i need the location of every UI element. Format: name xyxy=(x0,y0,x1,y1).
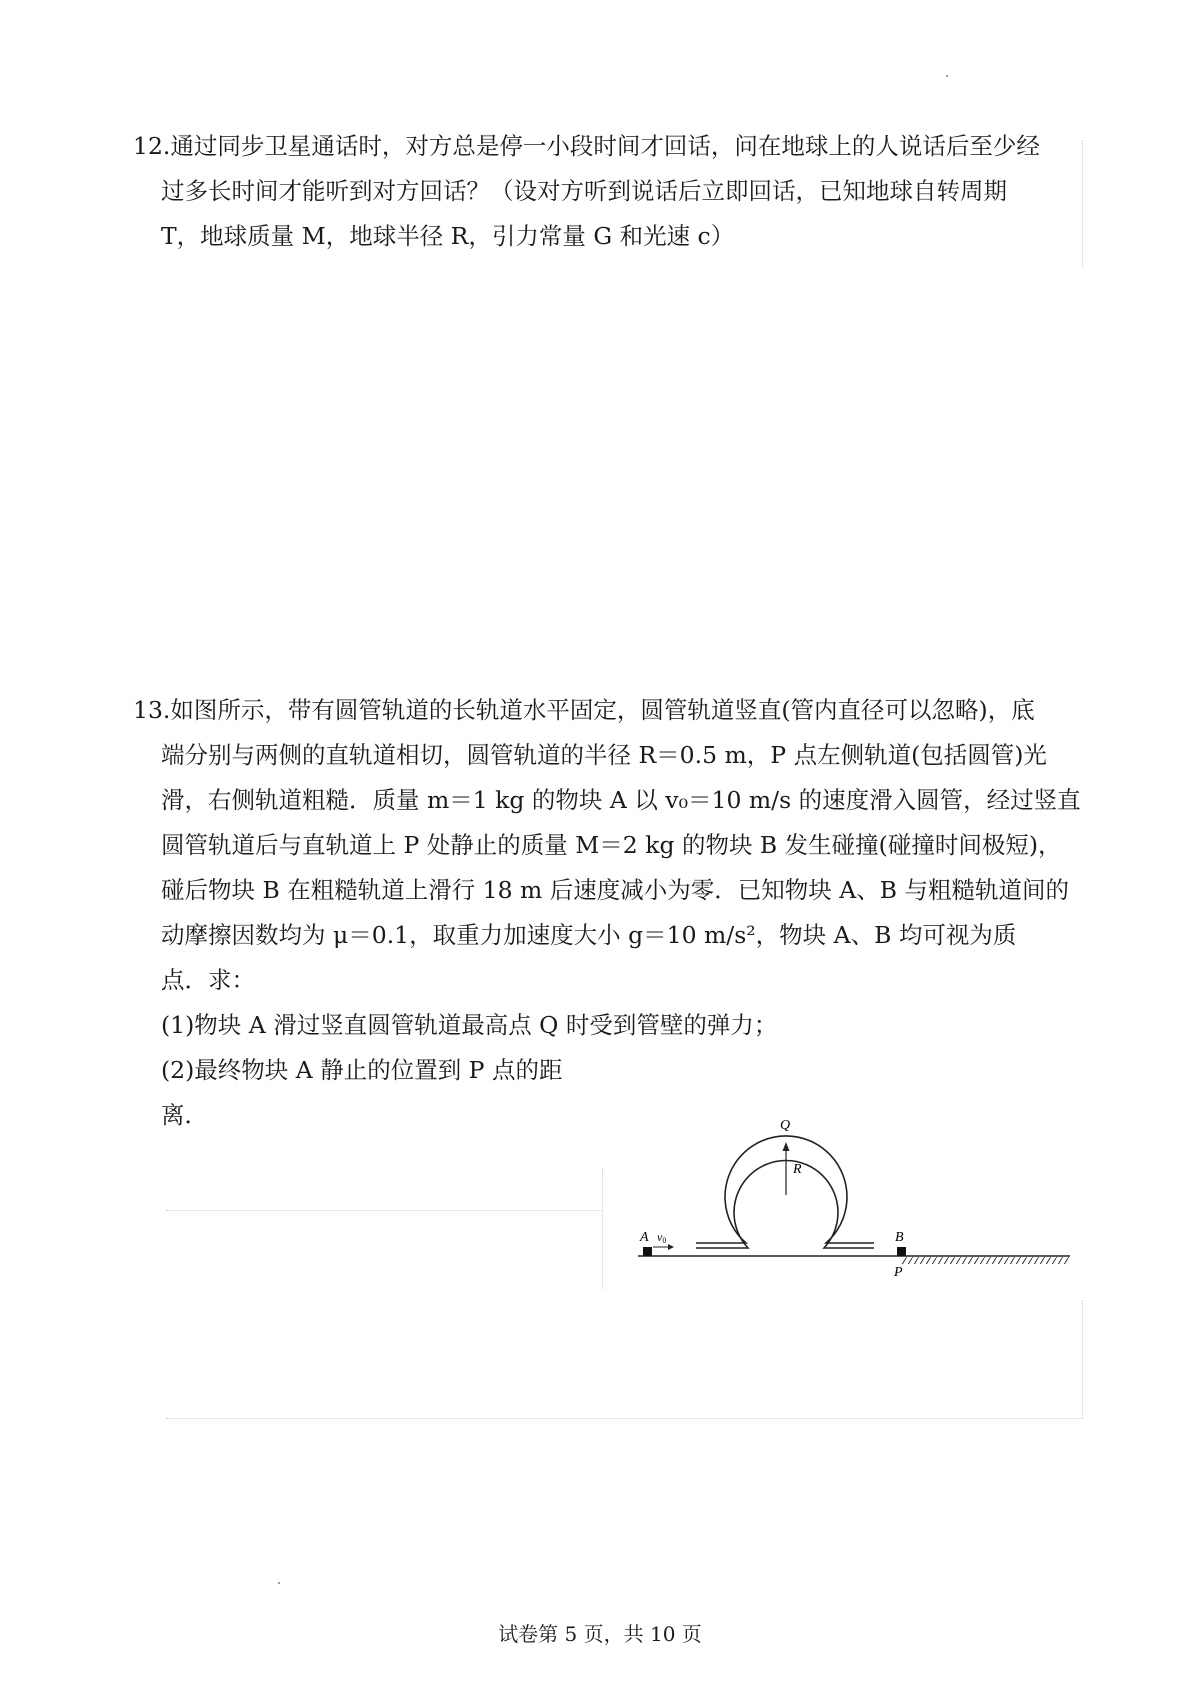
rough-surface-hatching xyxy=(901,1257,1070,1264)
radius-arrowhead xyxy=(783,1142,790,1151)
answer-guide-line xyxy=(602,1168,603,1290)
tube-track-figure xyxy=(630,1108,1080,1288)
answer-guide-line xyxy=(166,1210,602,1211)
question-13-line-2: 端分别与两侧的直轨道相切，圆管轨道的半径 R＝0.5 m，P 点左侧轨道(包括圆管)光 xyxy=(161,741,1047,769)
label-b: B xyxy=(895,1230,904,1245)
question-12-line-1: 12.通过同步卫星通话时，对方总是停一小段时间才回话，问在地球上的人说话后至少经 xyxy=(133,132,1040,160)
block-b xyxy=(897,1247,906,1256)
question-12-line-2: 过多长时间才能听到对方回话？（设对方听到说话后立即回话，已知地球自转周期 xyxy=(161,177,1007,205)
scan-speck xyxy=(278,1582,280,1584)
label-p: P xyxy=(894,1265,903,1280)
question-13-part-1: (1)物块 A 滑过竖直圆管轨道最高点 Q 时受到管壁的弹力； xyxy=(161,1011,778,1039)
block-a xyxy=(643,1247,652,1256)
label-v0: v0 xyxy=(657,1230,667,1245)
label-q: Q xyxy=(780,1118,791,1133)
question-13-line-6: 动摩擦因数均为 μ＝0.1，取重力加速度大小 g＝10 m/s²，物块 A、B 均可视为质 xyxy=(161,921,1017,949)
question-13-line-3: 滑，右侧轨道粗糙．质量 m＝1 kg 的物块 A 以 v₀＝10 m/s 的速度滑入圆管，经过竖直 xyxy=(161,786,1081,814)
question-13 xyxy=(133,688,1083,1138)
question-13-line-1: 13.如图所示，带有圆管轨道的长轨道水平固定，圆管轨道竖直(管内直径可以忽略)，底 xyxy=(133,696,1035,724)
question-13-line-7: 点．求： xyxy=(161,966,255,994)
answer-guide-line xyxy=(166,1418,1082,1419)
scan-speck xyxy=(946,75,948,77)
answer-guide-line xyxy=(1082,1300,1083,1418)
question-13-line-4: 圆管轨道后与直轨道上 P 处静止的质量 M＝2 kg 的物块 B 发生碰撞(碰撞时间极短)， xyxy=(161,831,1062,859)
answer-guide-line xyxy=(1082,140,1083,268)
label-r: R xyxy=(793,1162,802,1177)
velocity-arrowhead xyxy=(668,1244,674,1250)
question-12 xyxy=(133,124,1083,259)
label-a: A xyxy=(640,1230,649,1245)
question-13-line-5: 碰后物块 B 在粗糙轨道上滑行 18 m 后速度减小为零．已知物块 A、B 与粗糙轨道间的 xyxy=(161,876,1069,904)
question-13-part-2-cont: 离． xyxy=(161,1101,208,1129)
page-footer: 试卷第 5 页，共 10 页 xyxy=(498,1622,702,1646)
question-13-part-2: (2)最终物块 A 静止的位置到 P 点的距 xyxy=(161,1056,563,1084)
tube-outer-wall xyxy=(696,1136,874,1243)
question-12-line-3: T，地球质量 M，地球半径 R，引力常量 G 和光速 c） xyxy=(161,222,735,250)
